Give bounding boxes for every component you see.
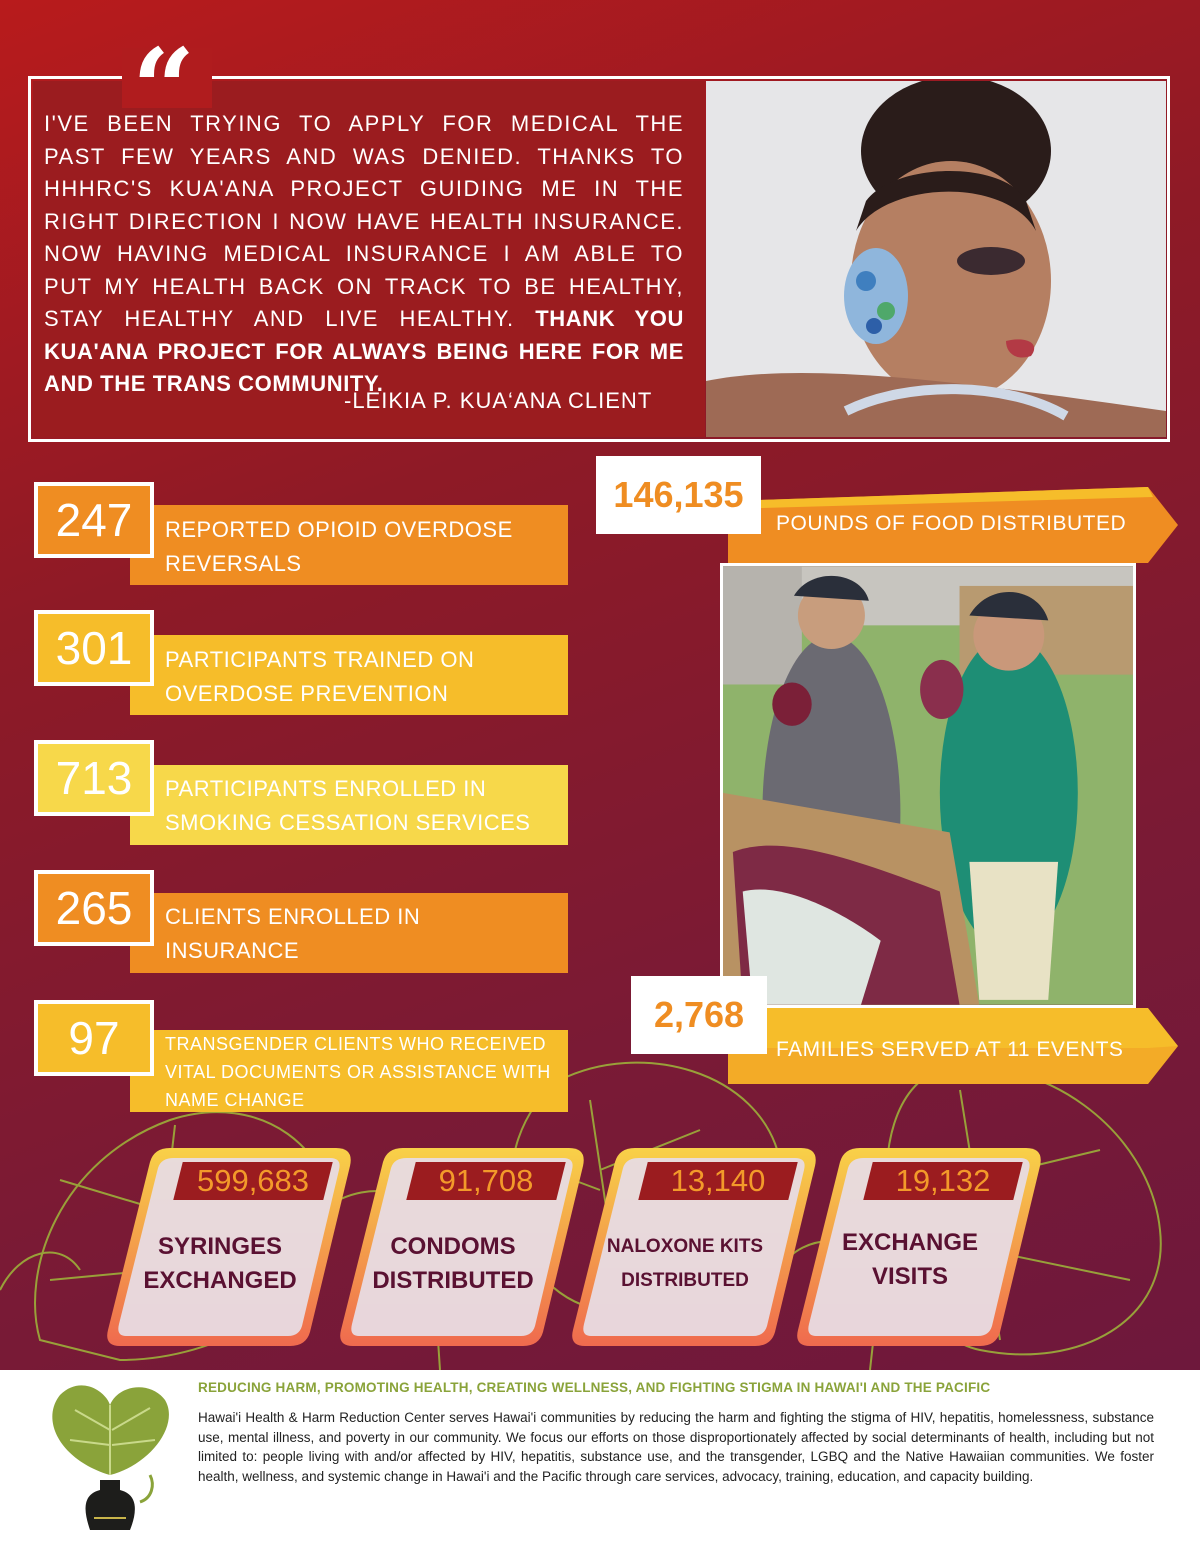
metric-label-line1: SYRINGES bbox=[157, 1233, 283, 1260]
stat-value: 247 bbox=[34, 482, 154, 558]
food-value: 146,135 bbox=[596, 456, 761, 534]
metric-label-line1: CONDOMS bbox=[390, 1233, 516, 1260]
quote-mark-icon: “ bbox=[132, 24, 196, 153]
footer-about-text: Hawai'i Health & Harm Reduction Center serves Hawai'i communities by reducing the harm and fighting the stigma of HIV, hepatitis, homelessness, substance use, mental illness, and poverty in our community. We focus our efforts on those disproportionately affected by social determinants of health, including but not limited to: people living with and/or affected by HIV, hepatitis, substance use, and the transgender, LGBQ and the Native Hawaiian communities. We foster health, wellness, and systemic change in Hawai'i and the Pacific through care services, advocacy, training, education, and capacity building. bbox=[198, 1410, 1154, 1484]
metric-label bbox=[810, 1226, 1010, 1294]
testimonial-text bbox=[44, 108, 684, 401]
stat-value: 97 bbox=[34, 1000, 154, 1076]
metric-label bbox=[120, 1230, 320, 1298]
stat-label: CLIENTS ENROLLED IN INSURANCE bbox=[165, 904, 421, 963]
metric-label-line2: EXCHANGED bbox=[143, 1267, 297, 1294]
testimonial-attribution: -LEIKIA P. KUA‘ANA CLIENT bbox=[344, 388, 653, 413]
testimonial-body: I'VE BEEN TRYING TO APPLY FOR MEDICAL THE PAST FEW YEARS AND WAS DENIED. THANKS TO HHHRC'S KUA'ANA PROJECT GUIDING ME IN THE RIGHT DIRECTION I NOW HAVE HEALTH INSURANCE. NOW HAVING MEDICAL INSURANCE I AM ABLE TO PUT MY HEALTH BACK ON TRACK TO BE HEALTHY, STAY HEALTHY AND LIVE HEALTHY. bbox=[44, 111, 684, 331]
hhhrc-logo-icon bbox=[40, 1380, 180, 1545]
footer-tagline: REDUCING HARM, PROMOTING HEALTH, CREATING WELLNESS, AND FIGHTING STIGMA IN HAWAI'I AND THE PACIFIC bbox=[198, 1380, 991, 1395]
metric-value: 19,132 bbox=[895, 1163, 991, 1198]
metric-label bbox=[585, 1230, 785, 1298]
food-distribution-photo bbox=[720, 563, 1136, 1008]
stat-label: PARTICIPANTS ENROLLED IN SMOKING CESSATION SERVICES bbox=[165, 776, 531, 835]
stat-value: 301 bbox=[34, 610, 154, 686]
stat-label: TRANSGENDER CLIENTS WHO RECEIVED VITAL DOCUMENTS OR ASSISTANCE WITH NAME CHANGE bbox=[165, 1034, 551, 1110]
stat-label: PARTICIPANTS TRAINED ON OVERDOSE PREVENTION bbox=[165, 647, 475, 706]
families-label: FAMILIES SERVED AT 11 EVENTS bbox=[776, 1038, 1124, 1061]
client-portrait bbox=[706, 81, 1166, 437]
metric-label bbox=[353, 1230, 553, 1298]
metric-value: 91,708 bbox=[438, 1163, 534, 1198]
metric-value: 13,140 bbox=[670, 1163, 766, 1198]
stat-value: 713 bbox=[34, 740, 154, 816]
metric-value: 599,683 bbox=[196, 1163, 310, 1198]
metric-label-line2: DISTRIBUTED bbox=[372, 1267, 534, 1294]
food-label: POUNDS OF FOOD DISTRIBUTED bbox=[776, 512, 1127, 535]
metric-label-line2: VISITS bbox=[871, 1263, 949, 1290]
metric-label-line1: NALOXONE KITS bbox=[606, 1236, 764, 1257]
stat-value: 265 bbox=[34, 870, 154, 946]
metric-label-line1: EXCHANGE bbox=[841, 1229, 979, 1256]
stat-label: REPORTED OPIOID OVERDOSE REVERSALS bbox=[165, 517, 513, 576]
metric-label-line2: DISTRIBUTED bbox=[621, 1270, 749, 1291]
families-value: 2,768 bbox=[631, 976, 767, 1054]
testimonial-thanks: THANK YOU KUA'ANA PROJECT FOR ALWAYS BEING HERE FOR ME AND THE TRANS COMMUNITY. bbox=[44, 306, 685, 396]
